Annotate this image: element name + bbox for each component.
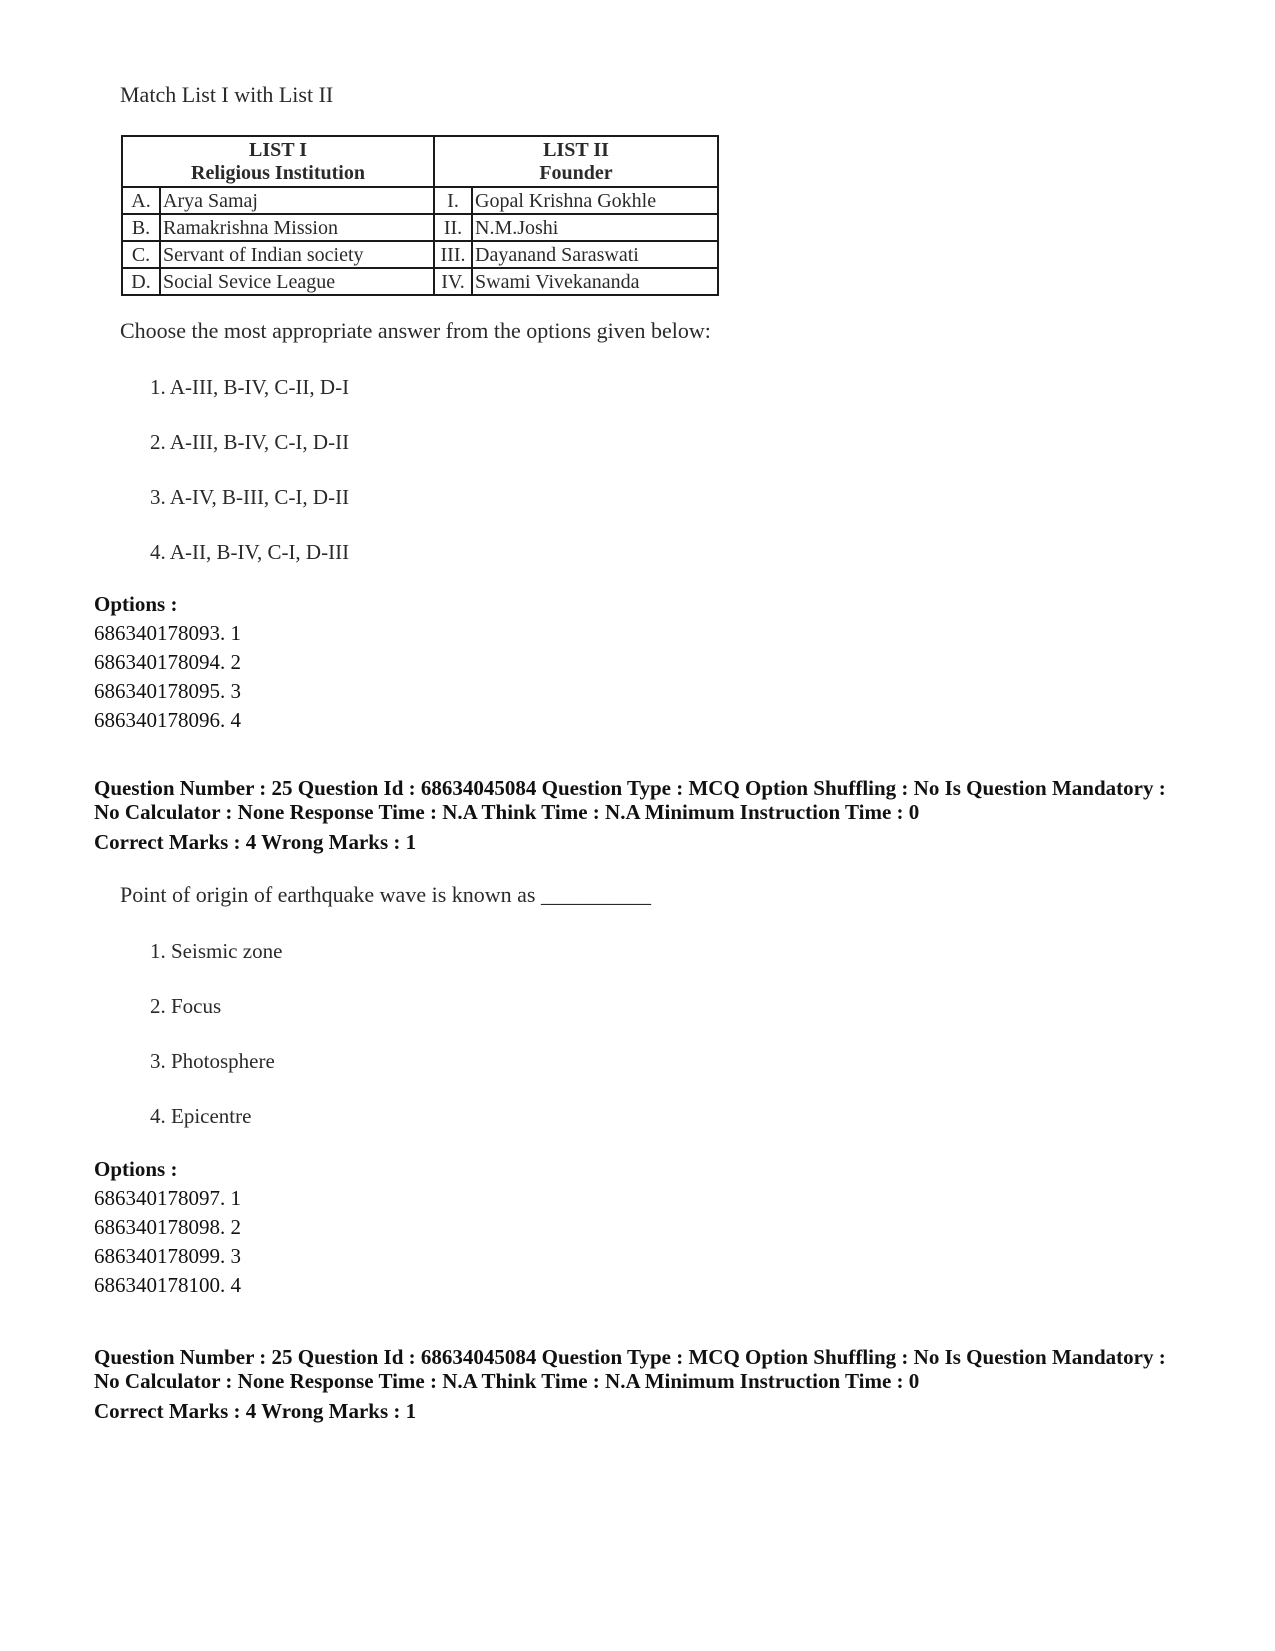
option-id: 686340178098. 2 [94,1215,241,1239]
table-row [122,241,718,268]
list2-title: LIST II [543,138,609,161]
answer-choice: 3. Photosphere [150,1049,275,1073]
row-label-left: D. [122,268,160,295]
choose-instruction: Choose the most appropriate answer from the options given below: [120,318,711,343]
row-value-right: N.M.Joshi [472,214,718,241]
match-table [121,135,719,296]
list2-header [434,136,718,187]
row-label-left: A. [122,187,160,214]
row-value-left: Ramakrishna Mission [160,214,434,241]
table-row [122,187,718,214]
row-value-right: Gopal Krishna Gokhle [472,187,718,214]
answer-choice: 1. A-III, B-IV, C-II, D-I [150,375,350,399]
meta-line: No Calculator : None Response Time : N.A Think Time : N.A Minimum Instruction Time : 0 [94,1369,920,1393]
table-row [122,214,718,241]
row-label-right: III. [434,241,472,268]
answer-choice: 3. A-IV, B-III, C-I, D-II [150,485,350,509]
options-heading: Options : [94,592,178,616]
row-value-left: Servant of Indian society [160,241,434,268]
row-value-left: Arya Samaj [160,187,434,214]
list1-header [122,136,434,187]
row-value-left: Social Sevice League [160,268,434,295]
option-id: 686340178093. 1 [94,621,241,645]
row-label-right: I. [434,187,472,214]
option-id: 686340178099. 3 [94,1244,241,1268]
answer-choices [150,374,349,594]
table-row [122,268,718,295]
meta-line: Question Number : 25 Question Id : 68634045084 Question Type : MCQ Option Shuffling : No Is Question Mandatory : [94,776,1166,800]
row-value-right: Dayanand Saraswati [472,241,718,268]
list1-title: LIST I [248,138,307,161]
options-block [94,1155,241,1300]
list1-subtitle: Religious Institution [191,161,365,184]
marks-line: Correct Marks : 4 Wrong Marks : 1 [94,830,417,854]
answer-choices [150,938,282,1158]
answer-choice: 4. A-II, B-IV, C-I, D-III [150,540,350,564]
answer-choice: 2. A-III, B-IV, C-I, D-II [150,430,350,454]
answer-choice: 1. Seismic zone [150,939,283,963]
meta-line: Question Number : 25 Question Id : 68634045084 Question Type : MCQ Option Shuffling : No Is Question Mandatory : [94,1345,1166,1369]
row-label-left: B. [122,214,160,241]
options-block [94,590,241,735]
meta-line: No Calculator : None Response Time : N.A Think Time : N.A Minimum Instruction Time : 0 [94,800,920,824]
question-meta [94,1345,1214,1426]
list2-subtitle: Founder [539,161,613,184]
option-id: 686340178097. 1 [94,1186,241,1210]
option-id: 686340178096. 4 [94,708,241,732]
option-id: 686340178094. 2 [94,650,241,674]
option-id: 686340178095. 3 [94,679,241,703]
question-prompt: Point of origin of earthquake wave is known as __________ [120,882,651,907]
table-header-row [122,136,718,187]
row-label-left: C. [122,241,160,268]
answer-choice: 2. Focus [150,994,222,1018]
answer-choice: 4. Epicentre [150,1104,252,1128]
row-label-right: IV. [434,268,472,295]
question-intro: Match List I with List II [120,82,334,107]
row-label-right: II. [434,214,472,241]
option-id: 686340178100. 4 [94,1273,241,1297]
question-meta [94,776,1214,857]
row-value-right: Swami Vivekananda [472,268,718,295]
options-heading: Options : [94,1157,178,1181]
marks-line: Correct Marks : 4 Wrong Marks : 1 [94,1399,417,1423]
